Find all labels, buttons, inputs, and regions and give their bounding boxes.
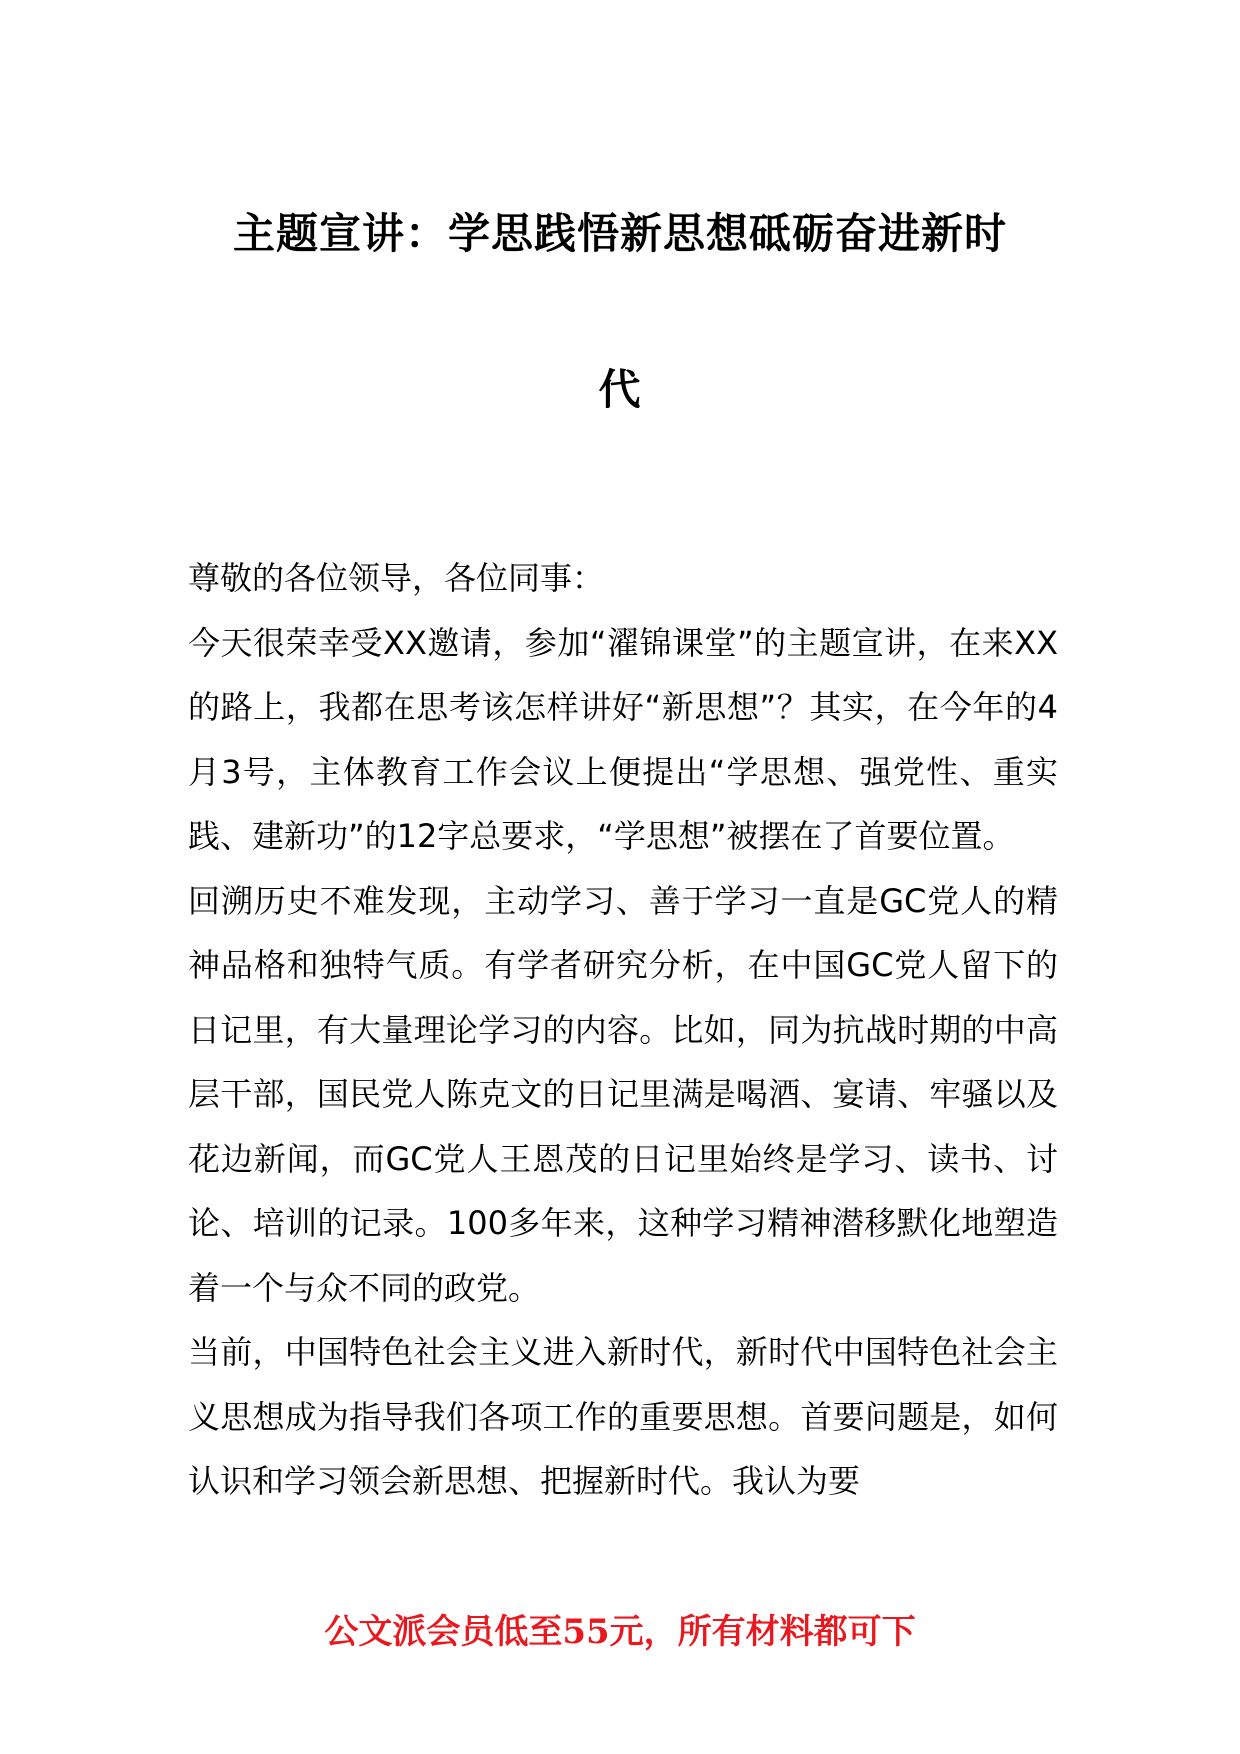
document-title-continued: 代 [598,365,642,414]
paragraph: 回溯历史不难发现，主动学习、善于学习一直是GC党人的精神品格和独特气质。有学者研究分析，在中国GC党人留下的日记里，有大量理论学习的内容。比如，同为抗战时期的中高层干部，国民党人陈克文的日记里满是喝酒、宴请、牢骚以及花边新闻，而GC党人王恩茂的日记里始终是学习、读书、讨论、培训的记录。100多年来，这种学习精神潜移默化地塑造着一个与众不同的政党。 [188,881,1058,1307]
document-title: 主题宣讲：学思践悟新思想砥砺奋进新时 [232,209,1007,258]
promo-banner-text[interactable]: 公文派会员低至55元，所有材料都可下 [324,1612,916,1652]
paragraph: 当前，中国特色社会主义进入新时代，新时代中国特色社会主义思想成为指导我们各项工作的重要思想。首要问题是，如何认识和学习领会新思想、把握新时代。我认为要 [188,1333,1058,1500]
paragraph: 今天很荣幸受XX邀请，参加“濯锦课堂”的主题宣讲，在来XX的路上，我都在思考该怎样讲好“新思想”？其实，在今年的4月3号，主体教育工作会议上便提出“学思想、强党性、重实践、建新功”的12字总要求，“学思想”被摆在了首要位置。 [188,623,1058,855]
salutation: 尊敬的各位领导，各位同事： [188,559,605,597]
document-body [188,546,1058,1514]
